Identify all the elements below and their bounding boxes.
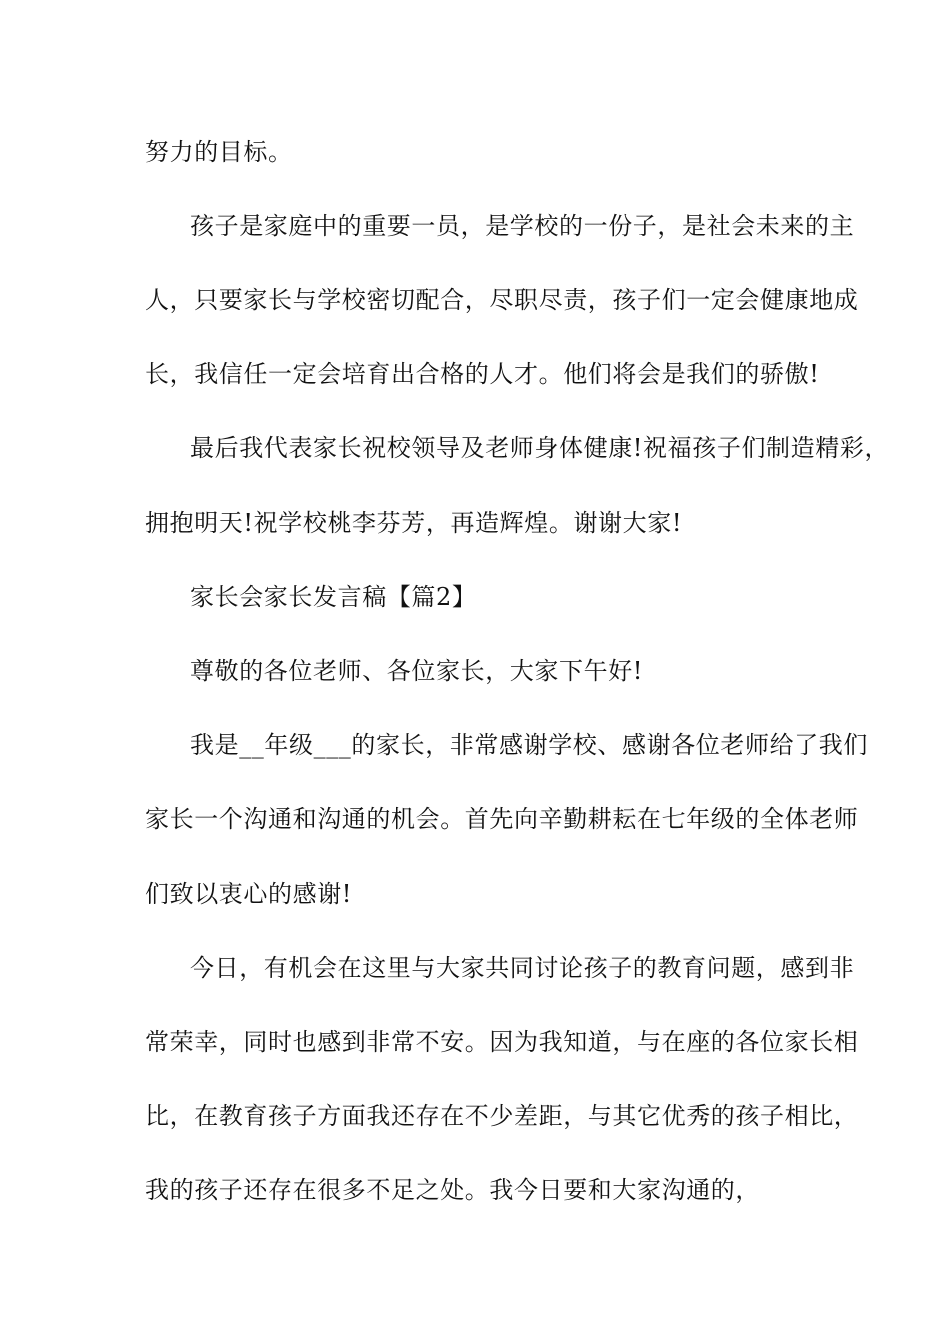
text-line: 家长一个沟通和沟通的机会。首先向辛勤耕耘在七年级的全体老师 [145, 805, 859, 833]
text-line: 我的孩子还存在很多不足之处。我今日要和大家沟通的， [145, 1176, 760, 1204]
paragraph-first-line: 我是__年级___的家长，非常感谢学校、感谢各位老师给了我们 [190, 731, 868, 759]
section-heading: 家长会家长发言稿【篇2】 [190, 583, 477, 611]
text-line: 常荣幸，同时也感到非常不安。因为我知道，与在座的各位家长相 [145, 1028, 859, 1056]
text-line: 比，在教育孩子方面我还存在不少差距，与其它优秀的孩子相比， [145, 1102, 859, 1130]
paragraph-first-line: 最后我代表家长祝校领导及老师身体健康!祝福孩子们制造精彩， [190, 434, 890, 462]
paragraph-first-line: 孩子是家庭中的重要一员，是学校的一份子，是社会未来的主 [190, 212, 855, 240]
text-line: 拥抱明天!祝学校桃李芬芳，再造辉煌。谢谢大家! [145, 509, 683, 537]
paragraph-first-line: 今日，有机会在这里与大家共同讨论孩子的教育问题，感到非 [190, 954, 855, 982]
text-line: 人，只要家长与学校密切配合，尽职尽责，孩子们一定会健康地成 [145, 286, 859, 314]
salutation-line: 尊敬的各位老师、各位家长，大家下午好! [190, 657, 644, 685]
text-line: 努力的目标。 [145, 138, 293, 166]
text-line: 们致以衷心的感谢! [145, 880, 353, 908]
text-line: 长，我信任一定会培育出合格的人才。他们将会是我们的骄傲! [145, 360, 820, 388]
